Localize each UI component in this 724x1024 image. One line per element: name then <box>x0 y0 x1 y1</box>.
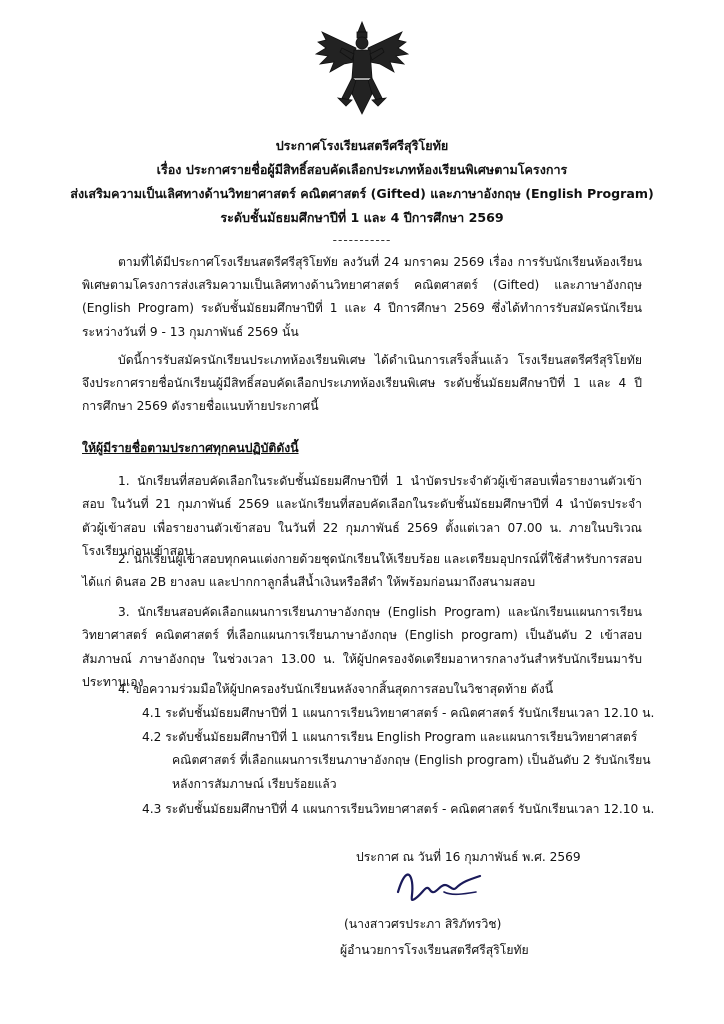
signer-name: (นางสาวศรประภา สิริภัทรวิช) <box>344 917 502 931</box>
heading-school: ประกาศโรงเรียนสตรีศรีสุริโยทัย <box>275 138 449 153</box>
heading-level: ระดับชั้นมัธยมศึกษาปีที่ 1 และ 4 ปีการศึกษา 2569 <box>220 210 504 225</box>
instruction-item-3: 3. นักเรียนสอบคัดเลือกแผนการเรียนภาษาอังกฤษ (English Program) และนักเรียนแผนการเรียน วิทยาศาสตร์ คณิตศาสตร์ ที่เลือกแผนการเรียนภาษาอังกฤษ (English program) เป็นอันดับ 2 เข้าสอบสัมภาษณ์ ภาษาอังกฤษ ในช่วงเวลา 13.00 น. ให้ผู้ปกครองจัดเตรียมอาหารกลางวันสำหรับนักเรียนมารับประทานเอง <box>82 605 642 690</box>
paragraph-announcement: บัดนี้การรับสมัครนักเรียนประเภทห้องเรียนพิเศษ ได้ดำเนินการเสร็จสิ้นแล้ว โรงเรียนสตรีศรีสุริโยทัย จึงประกาศรายชื่อนักเรียนผู้มีสิทธิ์สอบคัดเลือกประเภทห้องเรียนพิเศษ ระดับชั้นมัธยมศึกษาปีที่ 1 และ 4 ปีการศึกษา 2569 ดังรายชื่อแนบท้ายประกาศนี้ <box>82 353 642 414</box>
signature-icon <box>390 862 490 912</box>
heading-subject: เรื่อง ประกาศรายชื่อผู้มีสิทธิ์สอบคัดเลือกประเภทห้องเรียนพิเศษตามโครงการ <box>156 162 568 177</box>
instruction-item-1: 1. นักเรียนที่สอบคัดเลือกในระดับชั้นมัธยมศึกษาปีที่ 1 นำบัตรประจำตัวผู้เข้าสอบเพื่อรายงานตัวเข้าสอบ ในวันที่ 21 กุมภาพันธ์ 2569 และนักเรียนที่สอบคัดเลือกในระดับชั้นมัธยมศึกษาปีที่ 4 นำบัตรประจำตัวผู้เข้าสอบ เพื่อรายงานตัวเข้าสอบ ในวันที่ 22 กุมภาพันธ์ 2569 ตั้งแต่เวลา 07.00 น. ภายในบริเวณโรงเรียนก่อนเข้าสอบ <box>82 474 642 559</box>
announcement-heading <box>40 134 684 230</box>
divider: ----------- <box>332 233 392 247</box>
instruction-sub-4-3: 4.3 ระดับชั้นมัธยมศึกษาปีที่ 4 แผนการเรียนวิทยาศาสตร์ - คณิตศาสตร์ รับนักเรียนเวลา 12.10 น. <box>142 802 655 816</box>
heading-project: ส่งเสริมความเป็นเลิศทางด้านวิทยาศาสตร์ คณิตศาสตร์ (Gifted) และภาษาอังกฤษ (English Program) <box>70 186 654 201</box>
paragraph-intro: ตามที่ได้มีประกาศโรงเรียนสตรีศรีสุริโยทัย ลงวันที่ 24 มกราคม 2569 เรื่อง การรับนักเรียนห้องเรียนพิเศษตามโครงการส่งเสริมความเป็นเลิศทางด้านวิทยาศาสตร์ คณิตศาสตร์ (Gifted) และภาษาอังกฤษ (English Program) ระดับชั้นมัธยมศึกษาปีที่ 1 และ 4 ปีการศึกษา 2569 ซึ่งได้ทำการรับสมัครนักเรียน ระหว่างวันที่ 9 - 13 กุมภาพันธ์ 2569 นั้น <box>82 255 642 339</box>
announcement-date: ประกาศ ณ วันที่ 16 กุมภาพันธ์ พ.ศ. 2569 <box>356 850 581 864</box>
instruction-sub-4-1: 4.1 ระดับชั้นมัธยมศึกษาปีที่ 1 แผนการเรียนวิทยาศาสตร์ - คณิตศาสตร์ รับนักเรียนเวลา 12.10 น. <box>142 706 655 720</box>
signer-position: ผู้อำนวยการโรงเรียนสตรีศรีสุริโยทัย <box>340 943 529 957</box>
instructions-title: ให้ผู้มีรายชื่อตามประกาศทุกคนปฏิบัติดังนี้ <box>82 441 299 455</box>
instruction-item-4: 4. ขอความร่วมมือให้ผู้ปกครองรับนักเรียนหลังจากสิ้นสุดการสอบในวิชาสุดท้าย ดังนี้ <box>118 682 554 696</box>
instruction-sub-4-2: 4.2 ระดับชั้นมัธยมศึกษาปีที่ 1 แผนการเรียน English Program และแผนการเรียนวิทยาศาสตร์ คณิตศาสตร์ ที่เลือกแผนการเรียนภาษาอังกฤษ (English program) เป็นอันดับ 2 รับนักเรียนหลังการสัมภาษณ์ เรียบร้อยแล้ว <box>142 730 651 791</box>
instruction-item-2: 2. นักเรียนผู้เข้าสอบทุกคนแต่งกายด้วยชุดนักเรียนให้เรียบร้อย และเตรียมอุปกรณ์ที่ใช้สำหรับการสอบ ได้แก่ ดินสอ 2B ยางลบ และปากกาลูกลื่นสีน้ำเงินหรือสีดำ ให้พร้อมก่อนมาถึงสนามสอบ <box>82 552 642 590</box>
garuda-emblem-icon <box>312 18 412 118</box>
